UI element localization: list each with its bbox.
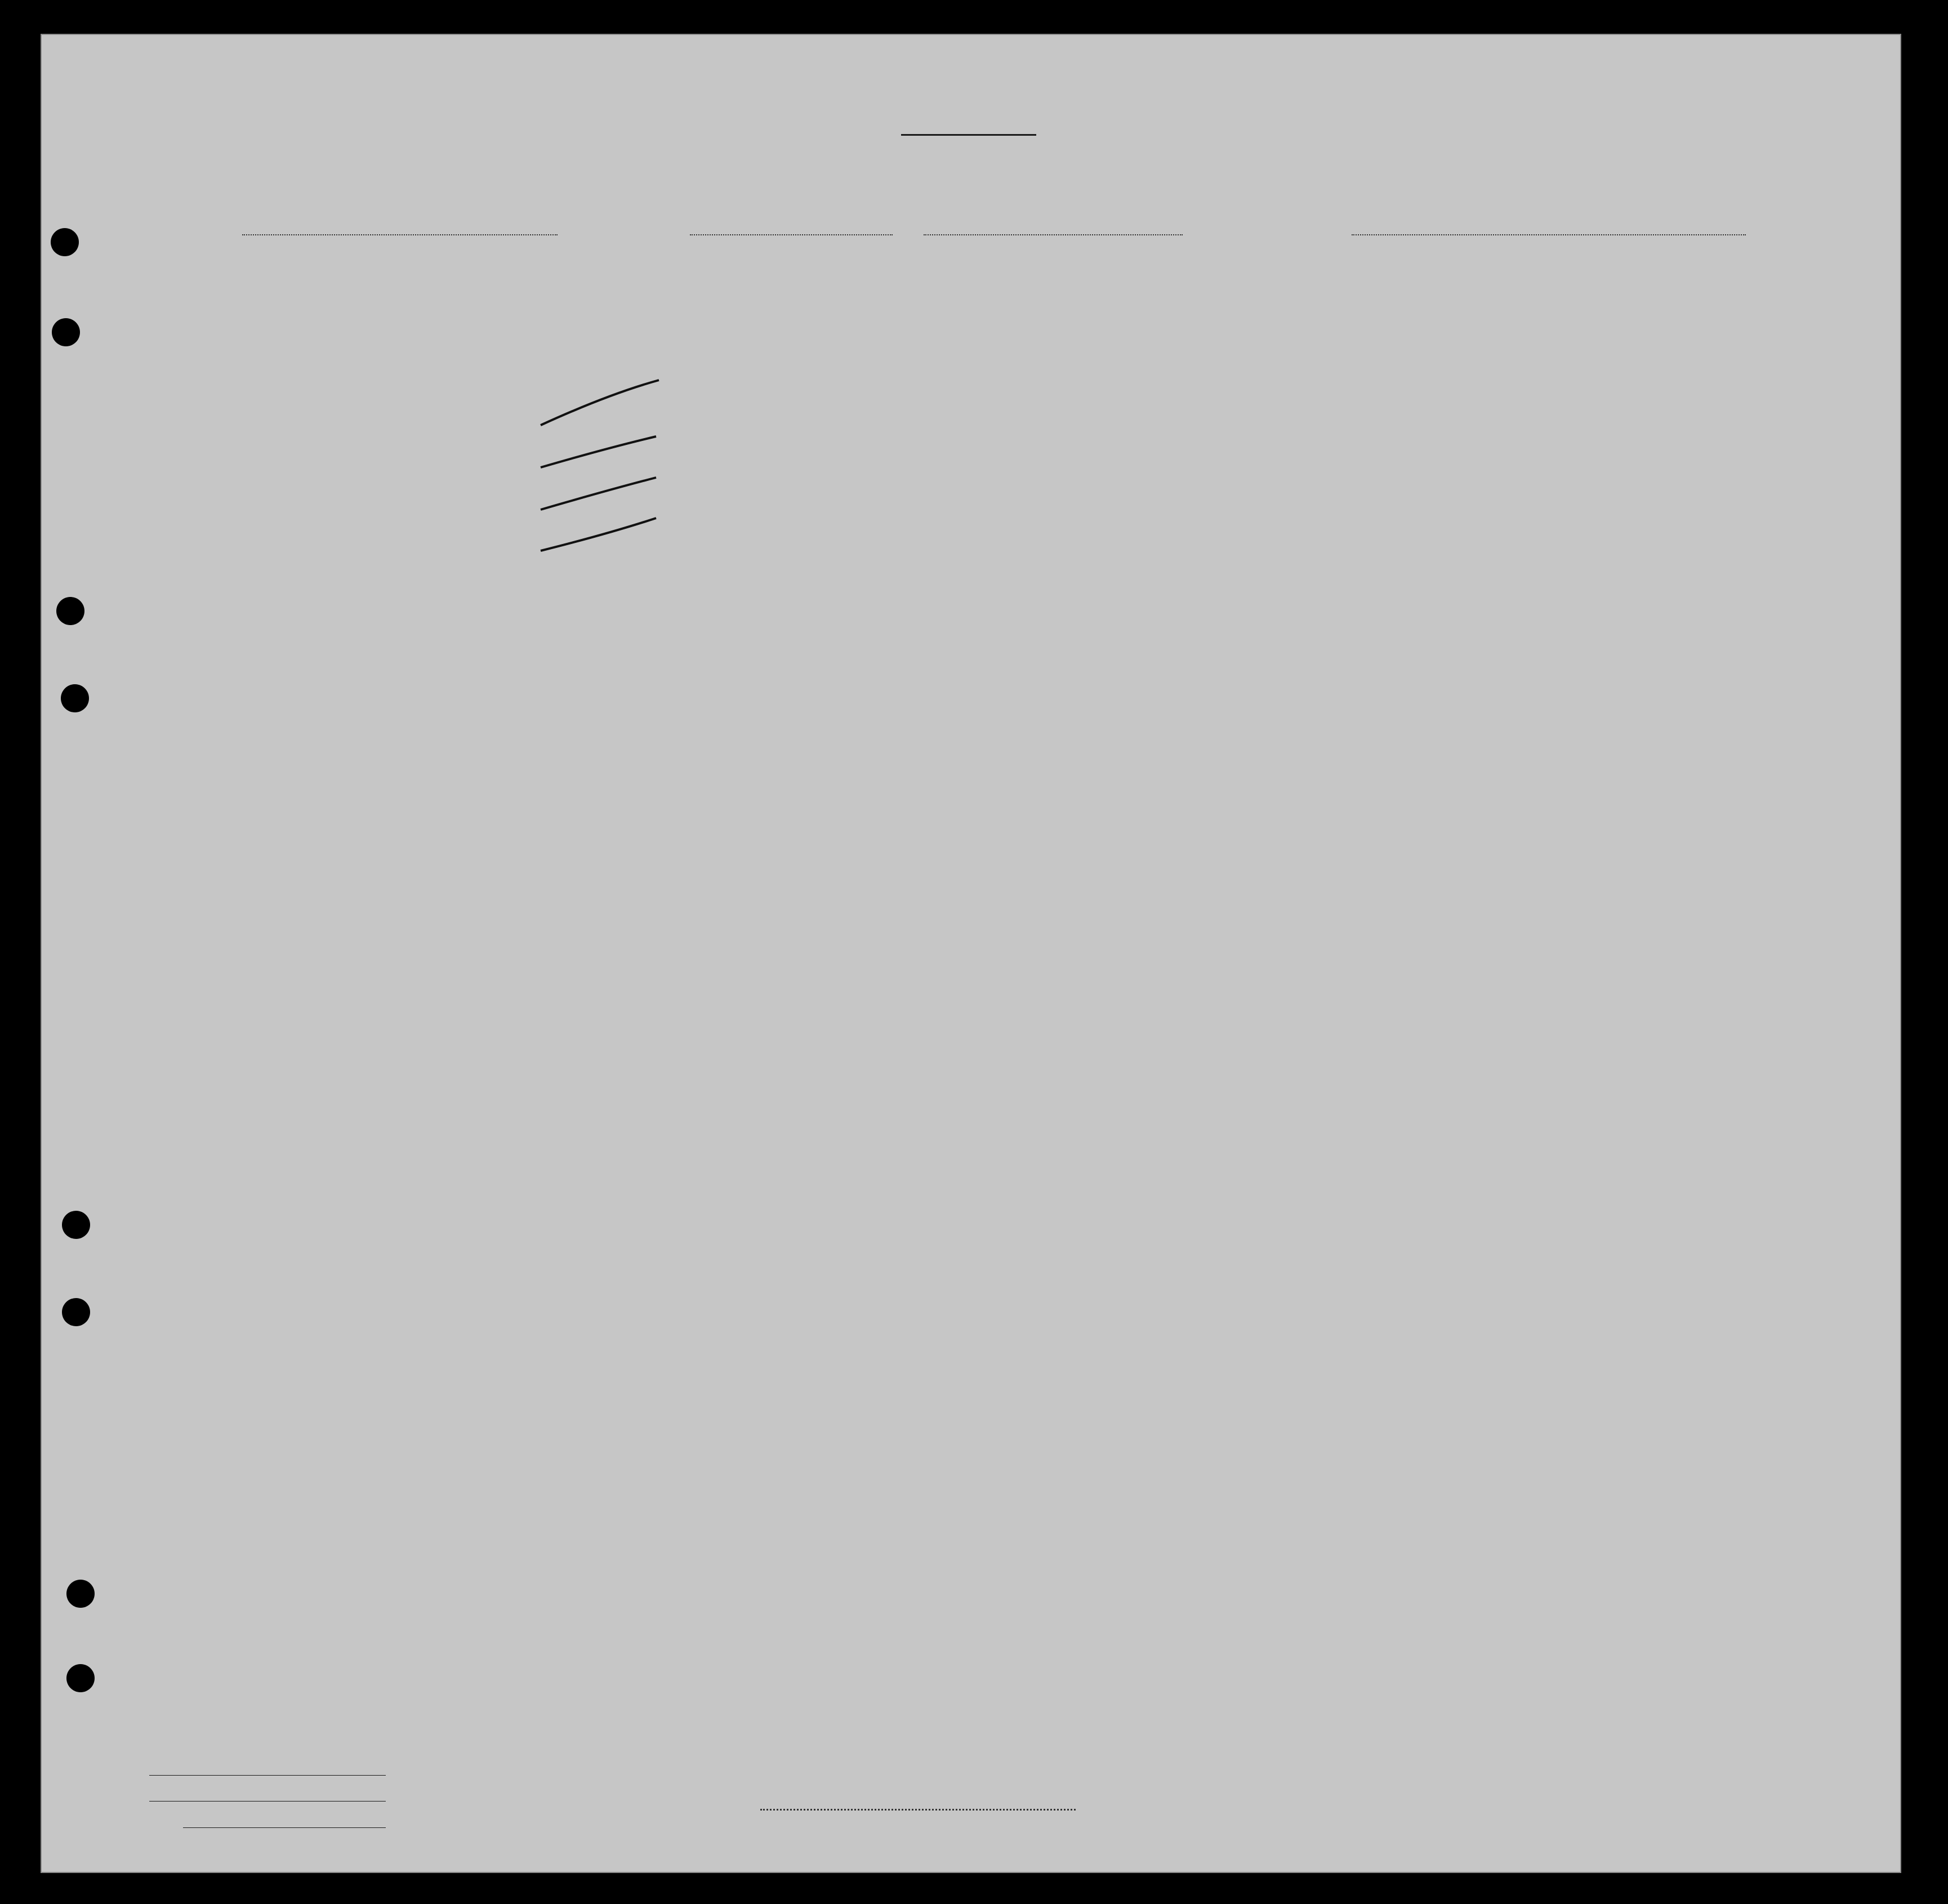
- punch-hole: [61, 684, 89, 712]
- punch-hole: [66, 1580, 95, 1608]
- title-underline: [901, 134, 1036, 136]
- vessel-line: [0, 207, 1948, 235]
- sheet-number: [1870, 35, 1875, 51]
- punch-hole: [66, 1664, 95, 1692]
- punch-hole: [52, 318, 80, 346]
- punch-hole: [62, 1298, 90, 1326]
- manifest-sheet: [41, 34, 1901, 1873]
- punch-hole: [56, 597, 84, 625]
- punch-hole: [62, 1211, 90, 1239]
